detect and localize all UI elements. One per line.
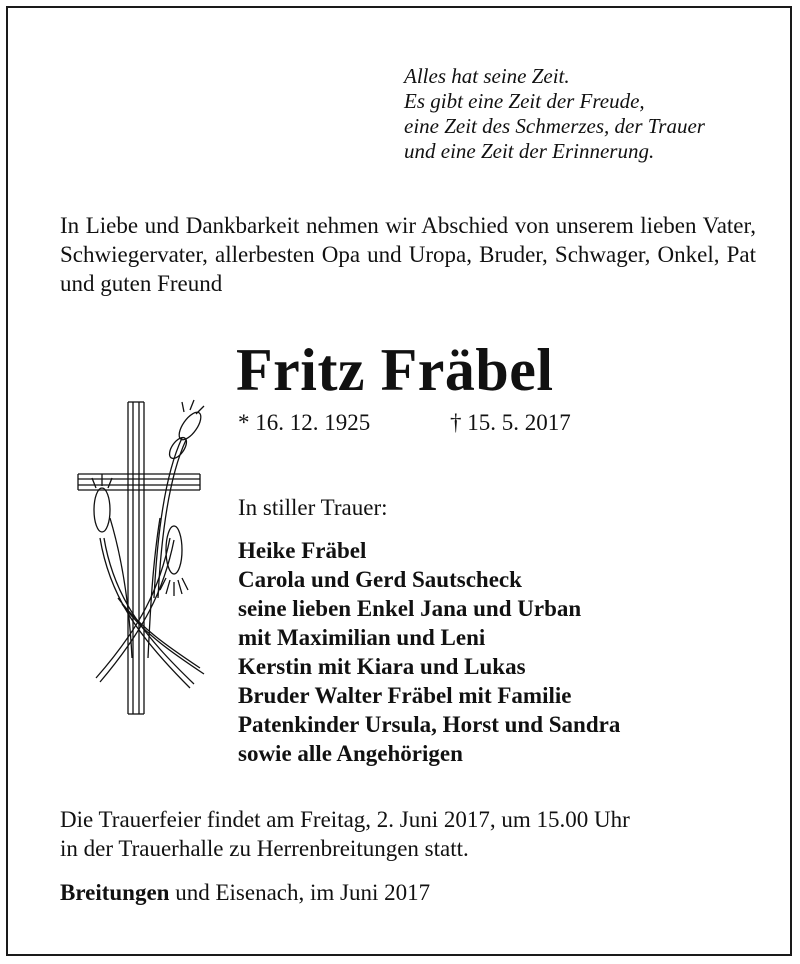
mourners-list [238, 536, 620, 768]
motto-quote [404, 64, 784, 164]
list-item: mit Maximilian und Leni [238, 625, 486, 650]
obituary-frame [6, 6, 792, 956]
cross-with-wheat-icon [70, 398, 210, 718]
list-item: Carola und Gerd Sautscheck [238, 567, 522, 592]
mourning-heading: In stiller Trauer: [238, 495, 388, 520]
list-item: sowie alle Angehörigen [238, 741, 463, 766]
motto-line: und eine Zeit der Erinnerung. [404, 139, 655, 163]
service-line: Die Trauerfeier findet am Freitag, 2. Juni 2017, um 15.00 Uhr [60, 807, 630, 832]
list-item: Kerstin mit Kiara und Lukas [238, 654, 526, 679]
birth-date: * 16. 12. 1925 [238, 410, 371, 435]
list-item: Bruder Walter Fräbel mit Familie [238, 683, 572, 708]
place-date-line [60, 878, 430, 908]
service-line: in der Trauerhalle zu Herrenbreitungen statt. [60, 836, 469, 861]
place-rest: und Eisenach, im Juni 2017 [169, 880, 431, 905]
motto-line: eine Zeit des Schmerzes, der Trauer [404, 114, 705, 138]
death-date: † 15. 5. 2017 [450, 410, 571, 435]
intro-text: In Liebe und Dankbarkeit nehmen wir Abschied von unserem lieben Vater, Schwiegervater, allerbesten Opa und Uropa, Bruder, Schwager, Onkel, Pat und guten Freund [60, 213, 756, 296]
deceased-name: Fritz Fräbel [236, 337, 554, 403]
list-item: Heike Fräbel [238, 538, 367, 563]
motto-line: Es gibt eine Zeit der Freude, [404, 89, 645, 113]
place-town: Breitungen [60, 880, 170, 905]
service-info [60, 805, 760, 863]
list-item: Patenkinder Ursula, Horst und Sandra [238, 712, 621, 737]
list-item: seine lieben Enkel Jana und Urban [238, 596, 582, 621]
motto-line: Alles hat seine Zeit. [404, 64, 570, 88]
